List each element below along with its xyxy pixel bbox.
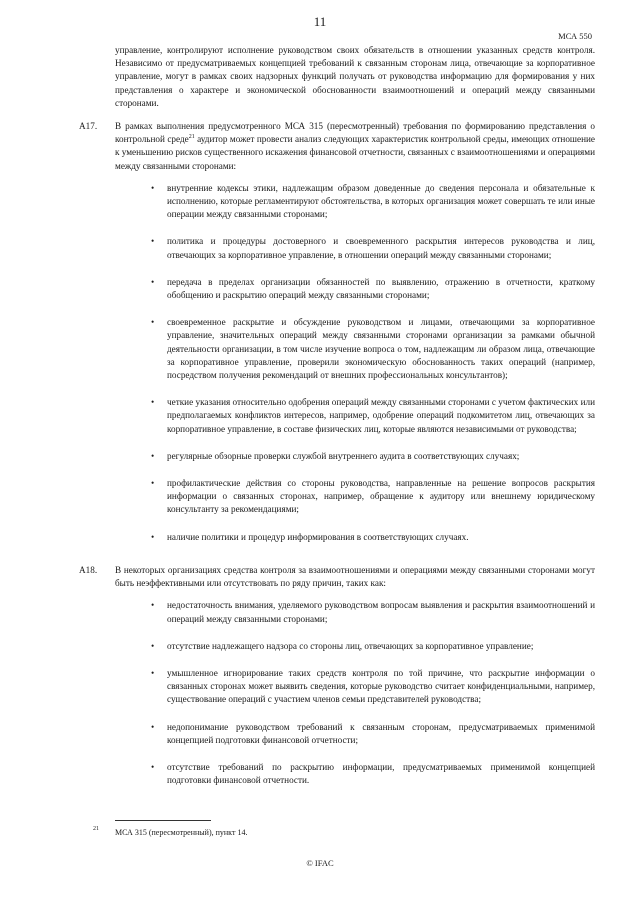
footnote-divider bbox=[115, 820, 211, 821]
bullet-icon: • bbox=[151, 640, 155, 651]
a17-bullet-list bbox=[115, 182, 595, 544]
bullet-icon: • bbox=[151, 276, 155, 287]
bullet-icon: • bbox=[151, 721, 155, 732]
list-item: • регулярные обзорные проверки службой внутреннего аудита в соответствующих случаях; bbox=[115, 450, 595, 463]
bullet-icon: • bbox=[151, 397, 155, 408]
list-item: • недопонимание руководством требований к связанным сторонам, предусматриваемых применимой концепцией подготовки финансовой отчетности; bbox=[151, 721, 595, 745]
footnote-reference[interactable]: 21 bbox=[188, 134, 195, 141]
bullet-icon: • bbox=[151, 478, 155, 489]
paragraph-a18 bbox=[79, 564, 595, 787]
list-item: • своевременное раскрытие и обсуждение руководством и лицами, отвечающими за корпоративное управление, значительных операций между связанными сторонами организации за рамками обычной деятельности организации, в том числе изучение вопроса о том, надлежащим ли образом лица, отвечающие за корпоративное управление, проверили экономическую обоснованность таких операций (например, посредством получения рекомендаций от внешних профессиональных консультантов); bbox=[151, 317, 595, 381]
bullet-icon: • bbox=[151, 182, 155, 193]
paragraph-number: A17. bbox=[79, 121, 98, 132]
bullet-icon: • bbox=[151, 667, 155, 678]
page-number: 11 bbox=[313, 14, 327, 29]
bullet-icon: • bbox=[151, 317, 155, 328]
bullet-icon: • bbox=[151, 761, 155, 772]
footnote bbox=[93, 826, 248, 837]
list-item: • внутренние кодексы этики, надлежащим образом доведенные до сведения персонала и обязательные к исполнению, которые регламентируют обстоятельства, в которых организация может совершать те или иные операции между связанными сторонами; bbox=[151, 182, 595, 220]
paragraph-text: В некоторых организациях средства контроля за взаимоотношениями и операциями между связанными сторонами могут быть неэффективными или отсутствовать по ряду причин, таких как: bbox=[115, 564, 595, 589]
standard-code: МСА 550 bbox=[558, 31, 592, 41]
bullet-icon: • bbox=[151, 236, 155, 247]
intro-paragraph: управление, контролируют исполнение руководством своих обязательств в отношении указанных средств контроля. Независимо от предусматриваемых концепцией требований к связанным сторонам лица, отвечающие за корпоративное управление, могут в рамках своих надзорных функций получать от руководства информацию для формирования у них представления о характере и экономической обоснованности взаимоотношений и операций между связанными сторонами. bbox=[115, 45, 595, 108]
paragraph-a17 bbox=[79, 120, 595, 544]
bullet-icon: • bbox=[151, 450, 155, 461]
footnote-text: МСА 315 (пересмотренный), пункт 14. bbox=[115, 828, 248, 837]
paragraph-number: A18. bbox=[79, 564, 98, 575]
list-item: • четкие указания относительно одобрения операций между связанными сторонами с учетом фактических или предполагаемых конфликтов интересов, например, одобрение операций подкомитетом лиц, отвечающих за корпоративное управление, в составе физических лиц, которые являются независимыми от руководства; bbox=[151, 397, 595, 434]
list-item: • умышленное игнорирование таких средств контроля по той причине, что раскрытие информации о связанных сторонах может выявить сведения, которые руководство считает конфиденциальными, например, существование операций с участием членов семьи представителей руководства; bbox=[151, 667, 595, 705]
copyright-footer: © IFAC bbox=[306, 858, 334, 868]
bullet-icon: • bbox=[151, 531, 155, 542]
list-item: • политика и процедуры достоверного и своевременного раскрытия интересов руководства и лиц, отвечающих за корпоративное управление, в отношении операций между связанными сторонами; bbox=[151, 236, 595, 260]
bullet-icon: • bbox=[151, 600, 155, 611]
list-item: • недостаточность внимания, уделяемого руководством вопросам выявления и раскрытия взаимоотношений и операций между связанными сторонами; bbox=[151, 600, 595, 624]
list-item: • передача в пределах организации обязанностей по выявлению, отражению в отчетности, краткому обобщению и раскрытию операций между связанными сторонами; bbox=[151, 276, 595, 301]
list-item: • отсутствие требований по раскрытию информации, предусматриваемых применимой концепцией подготовки финансовой отчетности. bbox=[151, 761, 595, 786]
list-item: • наличие политики и процедур информирования в соответствующих случаях. bbox=[115, 531, 595, 544]
paragraph-text: В рамках выполнения предусмотренного МСА 315 (пересмотренный) требования по формированию представления о контрольной среде$^{21}$ аудитор может провести анализ следующих характеристик контрольной среды, имеющих отношение к уменьшению рисков существенного искажения финансовой отчетности, связанных с взаимоотношениями и операциями между связанными сторонами: bbox=[115, 121, 595, 171]
a18-bullet-list bbox=[115, 599, 595, 787]
footnote-number: 21 bbox=[93, 826, 99, 832]
page-body bbox=[79, 44, 595, 801]
list-item: • отсутствие надлежащего надзора со стороны лиц, отвечающих за корпоративное управление; bbox=[115, 640, 595, 653]
list-item: • профилактические действия со стороны руководства, направленные на решение вопросов раскрытия информации о связанных сторонах, например, обращение к аудитору или внешнему юридическому консультанту за рекомендациями; bbox=[151, 478, 595, 515]
